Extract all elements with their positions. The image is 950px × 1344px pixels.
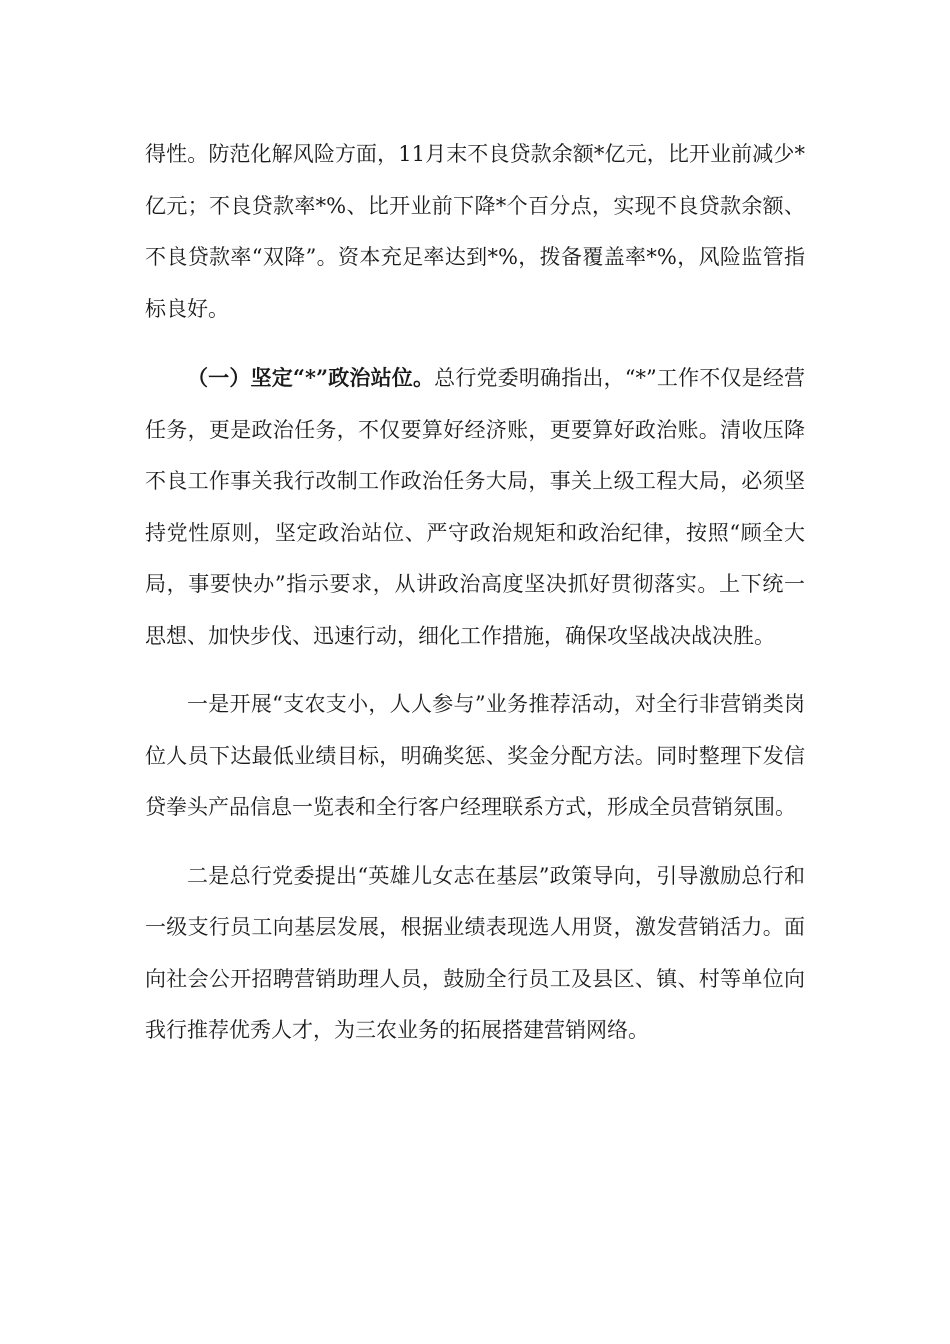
paragraph-political-stance	[145, 352, 805, 662]
paragraph-point-two	[145, 851, 805, 1057]
section-heading: （一）坚定“*”政治站位。	[187, 365, 435, 390]
paragraph-risk-summary	[145, 129, 805, 335]
paragraph-text: 二是总行党委提出“英雄儿女志在基层”政策导向，引导激励总行和一级支行员工向基层发展，根据业绩表现选人用贤，激发营销活力。面向社会公开招聘营销助理人员，鼓励全行员工及县区、镇、村等单位向我行推荐优秀人才，为三农业务的拓展搭建营销网络。	[145, 863, 805, 1042]
document-body	[145, 129, 805, 1057]
paragraph-text: 一是开展“支农支小，人人参与”业务推荐活动，对全行非营销类岗位人员下达最低业绩目标，明确奖惩、奖金分配方法。同时整理下发信贷拳头产品信息一览表和全行客户经理联系方式，形成全员营销氛围。	[145, 692, 805, 819]
paragraph-text: 总行党委明确指出，“*”工作不仅是经营任务，更是政治任务，不仅要算好经济账，更要算好政治账。清收压降不良工作事关我行改制工作政治任务大局，事关上级工程大局，必须坚持党性原则，坚定政治站位、严守政治规矩和政治纪律，按照“顾全大局，事要快办”指示要求，从讲政治高度坚决抓好贯彻落实。上下统一思想、加快步伐、迅速行动，细化工作措施，确保攻坚战决战决胜。	[145, 366, 805, 648]
paragraph-text: 得性。防范化解风险方面，11月末不良贷款余额*亿元，比开业前减少*亿元；不良贷款率*%、比开业前下降*个百分点，实现不良贷款余额、不良贷款率“双降”。资本充足率达到*%，拨备覆盖率*%，风险监管指标良好。	[145, 142, 805, 321]
paragraph-point-one	[145, 679, 805, 834]
